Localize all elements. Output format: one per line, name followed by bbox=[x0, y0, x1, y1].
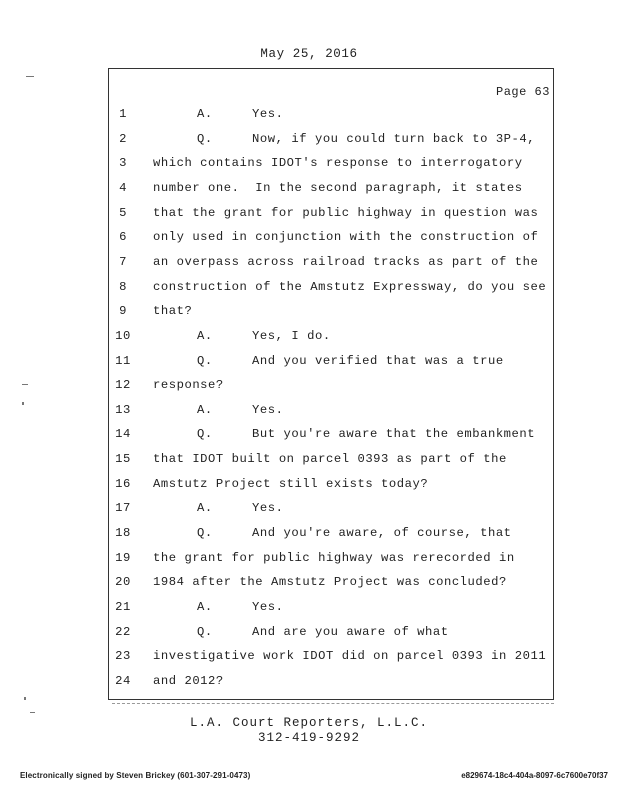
transcript-line bbox=[0, 526, 618, 544]
line-number: 21 bbox=[115, 600, 131, 614]
scan-speck bbox=[22, 402, 24, 405]
line-number: 24 bbox=[115, 673, 131, 688]
transcript-line bbox=[0, 378, 618, 396]
line-text: that? bbox=[153, 304, 193, 319]
transcript-date: May 25, 2016 bbox=[260, 47, 358, 61]
reporter-company: L.A. Court Reporters, L.L.C. bbox=[189, 716, 429, 730]
transcript-line bbox=[0, 230, 618, 248]
line-number: 17 bbox=[115, 501, 131, 516]
transcript-line bbox=[0, 403, 618, 421]
line-number: 20 bbox=[115, 575, 131, 590]
line-text: A. Yes. bbox=[197, 107, 284, 121]
line-text: Q. Now, if you could turn back to 3P-4, bbox=[197, 131, 536, 146]
transcript-line bbox=[0, 551, 618, 569]
line-text: Q. But you're aware that the embankment bbox=[197, 427, 536, 442]
frame-underline bbox=[112, 703, 554, 704]
transcript-line bbox=[0, 132, 618, 150]
line-number: 2 bbox=[119, 131, 127, 146]
line-text: number one. In the second paragraph, it states bbox=[153, 180, 523, 195]
scan-speck bbox=[30, 712, 35, 713]
line-text: A. Yes. bbox=[197, 501, 284, 516]
line-text: and 2012? bbox=[153, 673, 224, 688]
transcript-line bbox=[0, 625, 618, 643]
line-text: Q. And you verified that was a true bbox=[197, 353, 504, 368]
line-text: investigative work IDOT did on parcel 0393 in 2011 bbox=[153, 649, 547, 664]
transcript-line bbox=[0, 354, 618, 372]
line-number: 23 bbox=[115, 649, 131, 664]
line-text: that IDOT built on parcel 0393 as part of the bbox=[153, 452, 507, 467]
line-number: 15 bbox=[115, 452, 131, 467]
line-number: 12 bbox=[115, 378, 131, 393]
line-text: Amstutz Project still exists today? bbox=[153, 476, 429, 491]
line-number: 3 bbox=[119, 156, 127, 171]
line-text: A. Yes. bbox=[197, 402, 284, 417]
reporter-phone: 312-419-9292 bbox=[257, 731, 360, 745]
line-text: 1984 after the Amstutz Project was concluded? bbox=[153, 575, 507, 590]
line-number: 11 bbox=[115, 353, 131, 368]
line-number: 7 bbox=[119, 254, 127, 269]
transcript-line bbox=[0, 575, 618, 593]
line-number: 1 bbox=[119, 107, 127, 121]
transcript-line bbox=[0, 452, 618, 470]
line-number: 18 bbox=[115, 526, 131, 541]
transcript-line bbox=[0, 674, 618, 692]
line-text: only used in conjunction with the construction of bbox=[153, 230, 539, 245]
line-number: 5 bbox=[119, 205, 127, 220]
transcript-line bbox=[0, 649, 618, 667]
line-text: response? bbox=[153, 378, 224, 393]
transcript-line bbox=[0, 329, 618, 347]
transcript-line bbox=[0, 427, 618, 445]
line-number: 4 bbox=[119, 180, 127, 195]
line-text: Q. And are you aware of what bbox=[197, 624, 449, 639]
transcript-line bbox=[0, 156, 618, 174]
line-text: construction of the Amstutz Expressway, do you see bbox=[153, 279, 547, 294]
line-number: 13 bbox=[115, 402, 131, 417]
line-number: 16 bbox=[115, 476, 131, 491]
line-number: 22 bbox=[115, 624, 131, 639]
line-number: 8 bbox=[119, 279, 127, 294]
transcript-line bbox=[0, 255, 618, 273]
line-text: an overpass across railroad tracks as part of the bbox=[153, 254, 539, 269]
line-text: which contains IDOT's response to interrogatory bbox=[153, 156, 523, 171]
transcript-line bbox=[0, 304, 618, 322]
transcript-line bbox=[0, 477, 618, 495]
line-number: 14 bbox=[115, 427, 131, 442]
transcript-line bbox=[0, 501, 618, 519]
page-number: Page 63 bbox=[496, 85, 550, 99]
line-number: 6 bbox=[119, 230, 127, 245]
transcript-line bbox=[0, 280, 618, 298]
line-number: 19 bbox=[115, 550, 131, 565]
transcript-line bbox=[0, 206, 618, 224]
document-hash: e829674-18c4-404a-8097-6c7600e70f37 bbox=[461, 771, 608, 780]
transcript-line bbox=[0, 107, 618, 125]
transcript-line bbox=[0, 181, 618, 199]
line-text: Q. And you're aware, of course, that bbox=[197, 526, 512, 541]
line-text: A. Yes, I do. bbox=[197, 328, 331, 343]
line-text: the grant for public highway was rerecorded in bbox=[153, 550, 515, 565]
line-number: 9 bbox=[119, 304, 127, 319]
scan-speck bbox=[26, 76, 34, 77]
transcript-line bbox=[0, 600, 618, 618]
line-number: 10 bbox=[115, 328, 131, 343]
line-text: A. Yes. bbox=[197, 600, 284, 614]
scan-speck bbox=[22, 384, 28, 385]
scan-speck bbox=[24, 697, 26, 700]
electronic-signature: Electronically signed by Steven Brickey (601-307-291-0473) bbox=[20, 771, 251, 780]
line-text: that the grant for public highway in question was bbox=[153, 205, 539, 220]
